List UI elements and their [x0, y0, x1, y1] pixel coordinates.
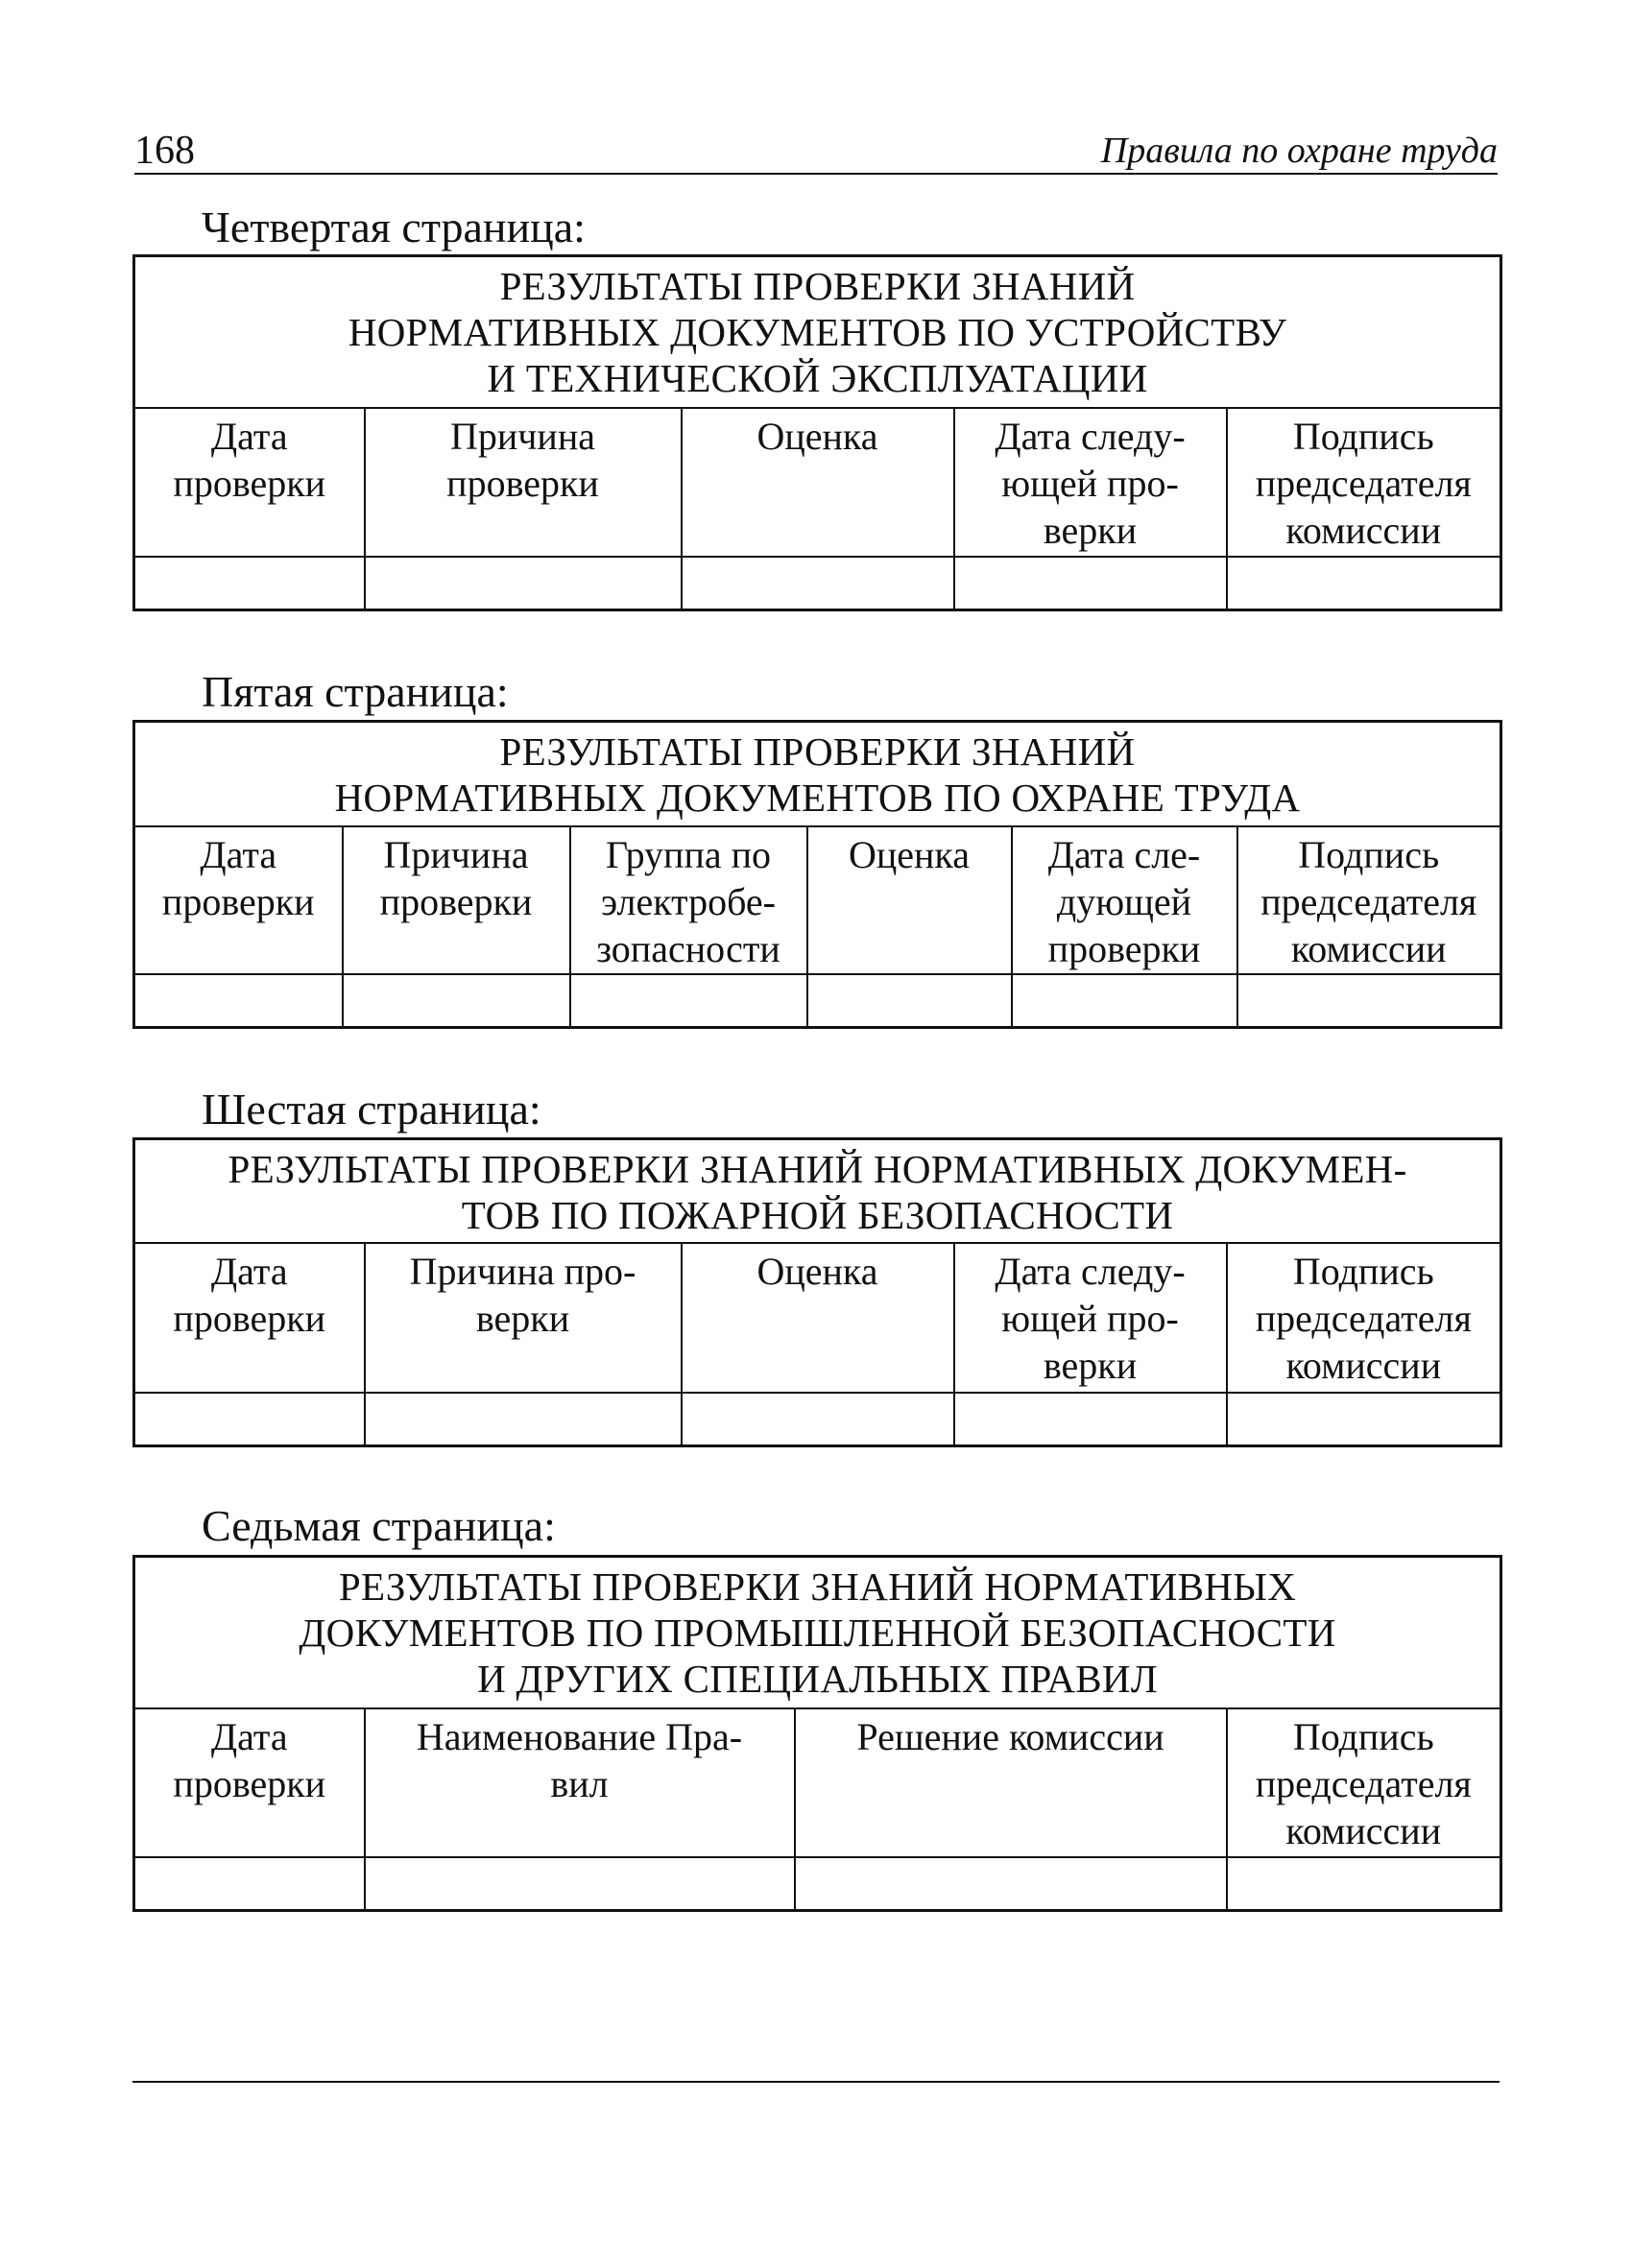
entry-cell-check-reason[interactable] — [343, 974, 570, 1028]
entry-cell-chairman-signature[interactable] — [1227, 557, 1501, 610]
form-table-industrial-safety — [132, 1555, 1502, 1912]
column-header-check-date: Дата проверки — [134, 826, 343, 974]
entry-cell-grade[interactable] — [682, 557, 954, 610]
entry-cell-chairman-signature[interactable] — [1227, 1393, 1501, 1446]
entry-cell-commission-decision[interactable] — [795, 1857, 1227, 1911]
entry-cell-rules-name[interactable] — [365, 1857, 795, 1911]
section-label-sixth-page: Шестая страница: — [202, 1085, 541, 1134]
entry-cell-grade[interactable] — [807, 974, 1012, 1028]
table-title: РЕЗУЛЬТАТЫ ПРОВЕРКИ ЗНАНИЙ НОРМАТИВНЫХ ДОКУМЕНТОВ ПО УСТРОЙСТВУ И ТЕХНИЧЕСКОЙ ЭКСПЛУАТАЦИИ — [134, 256, 1501, 408]
column-header-next-check-date: Дата следу- ющей про- верки — [954, 1243, 1227, 1393]
section-label-fourth-page: Четвертая страница: — [202, 203, 586, 251]
entry-cell-check-date[interactable] — [134, 1857, 365, 1911]
table-title: РЕЗУЛЬТАТЫ ПРОВЕРКИ ЗНАНИЙ НОРМАТИВНЫХ ДОКУМЕНТОВ ПО ОХРАНЕ ТРУДА — [134, 722, 1501, 826]
form-table-fire-safety — [132, 1137, 1502, 1447]
entry-cell-next-check-date[interactable] — [954, 557, 1227, 610]
column-header-check-reason: Причина проверки — [365, 408, 682, 557]
column-header-check-reason: Причина про- верки — [365, 1243, 682, 1393]
column-header-chairman-signature: Подпись председателя комиссии — [1237, 826, 1501, 974]
column-header-check-reason: Причина проверки — [343, 826, 570, 974]
entry-cell-check-reason[interactable] — [365, 557, 682, 610]
column-header-rules-name: Наименование Пра- вил — [365, 1708, 795, 1857]
column-header-chairman-signature: Подпись председателя комиссии — [1227, 1243, 1501, 1393]
entry-cell-next-check-date[interactable] — [1012, 974, 1237, 1028]
entry-cell-chairman-signature[interactable] — [1237, 974, 1501, 1028]
running-title: Правила по охране труда — [1100, 131, 1498, 171]
table-title: РЕЗУЛЬТАТЫ ПРОВЕРКИ ЗНАНИЙ НОРМАТИВНЫХ ДОКУМЕНТОВ ПО ПРОМЫШЛЕННОЙ БЕЗОПАСНОСТИ И ДРУГИХ СПЕЦИАЛЬНЫХ ПРАВИЛ — [134, 1557, 1501, 1708]
entry-cell-check-date[interactable] — [134, 974, 343, 1028]
table-title: РЕЗУЛЬТАТЫ ПРОВЕРКИ ЗНАНИЙ НОРМАТИВНЫХ ДОКУМЕН- ТОВ ПО ПОЖАРНОЙ БЕЗОПАСНОСТИ — [134, 1139, 1501, 1243]
column-header-grade: Оценка — [682, 1243, 954, 1393]
page-header — [134, 125, 1498, 175]
entry-cell-check-date[interactable] — [134, 557, 365, 610]
column-header-check-date: Дата проверки — [134, 1708, 365, 1857]
entry-cell-check-reason[interactable] — [365, 1393, 682, 1446]
footer-rule — [132, 2081, 1500, 2083]
column-header-check-date: Дата проверки — [134, 1243, 365, 1393]
column-header-grade: Оценка — [807, 826, 1012, 974]
column-header-chairman-signature: Подпись председателя комиссии — [1227, 1708, 1501, 1857]
column-header-chairman-signature: Подпись председателя комиссии — [1227, 408, 1501, 557]
entry-cell-chairman-signature[interactable] — [1227, 1857, 1501, 1911]
column-header-next-check-date: Дата сле- дующей проверки — [1012, 826, 1237, 974]
entry-cell-grade[interactable] — [682, 1393, 954, 1446]
column-header-electrical-safety-group: Группа по электробе- зопасности — [570, 826, 807, 974]
section-label-seventh-page: Седьмая страница: — [202, 1501, 556, 1550]
column-header-next-check-date: Дата следу- ющей про- верки — [954, 408, 1227, 557]
form-table-labor-protection — [132, 720, 1502, 1029]
section-label-fifth-page: Пятая страница: — [202, 667, 509, 716]
column-header-commission-decision: Решение комиссии — [795, 1708, 1227, 1857]
page-number: 168 — [134, 129, 195, 173]
form-table-technical-operation — [132, 254, 1502, 611]
column-header-grade: Оценка — [682, 408, 954, 557]
column-header-check-date: Дата проверки — [134, 408, 365, 557]
entry-cell-electrical-safety-group[interactable] — [570, 974, 807, 1028]
entry-cell-next-check-date[interactable] — [954, 1393, 1227, 1446]
entry-cell-check-date[interactable] — [134, 1393, 365, 1446]
